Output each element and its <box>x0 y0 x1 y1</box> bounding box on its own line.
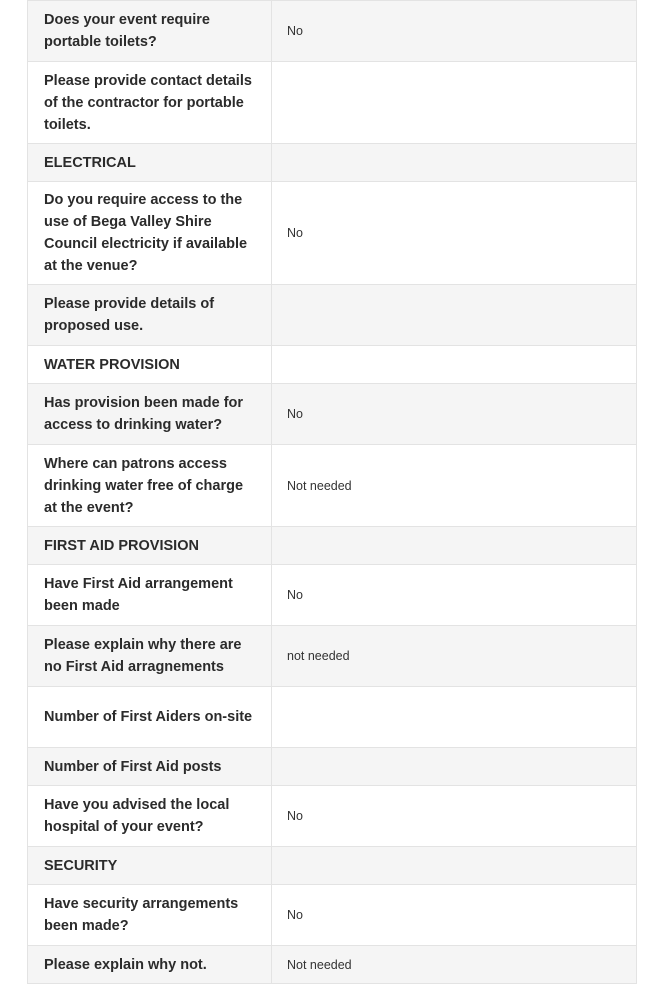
answer-cell <box>272 144 637 182</box>
answer-value: No <box>287 908 303 922</box>
question-cell <box>28 565 272 626</box>
question-label: Number of First Aiders on-site <box>44 709 253 725</box>
section-heading-cell <box>28 527 272 565</box>
answer-value: No <box>287 588 303 602</box>
answer-value: Not needed <box>287 957 352 972</box>
question-label: Does your event require portable toilets? <box>44 12 210 50</box>
question-cell <box>28 885 272 946</box>
section-heading: ELECTRICAL <box>44 154 136 171</box>
question-cell <box>28 626 272 687</box>
answer-cell <box>272 748 637 786</box>
question-cell <box>28 687 272 748</box>
question-cell <box>28 62 272 144</box>
table-row <box>28 565 637 626</box>
answer-cell <box>272 527 637 565</box>
table-row <box>28 445 637 527</box>
question-label: Please provide contact details of the contractor for portable toilets. <box>44 72 252 133</box>
answer-value: No <box>287 809 303 823</box>
answer-value: No <box>287 226 303 240</box>
question-cell <box>28 748 272 786</box>
question-cell <box>28 285 272 346</box>
table-row <box>28 885 637 946</box>
section-heading-cell <box>28 144 272 182</box>
table-row <box>28 182 637 285</box>
answer-cell <box>272 62 637 144</box>
table-row <box>28 384 637 445</box>
question-label: Do you require access to the use of Bega Valley Shire Council electricity if available at the venue? <box>44 192 248 274</box>
answer-cell <box>272 885 637 946</box>
section-row <box>28 527 637 565</box>
answer-value: Not needed <box>287 478 352 493</box>
answer-cell <box>272 1 637 62</box>
table-row <box>28 285 637 346</box>
answer-cell <box>272 626 637 687</box>
table-row <box>28 786 637 847</box>
answer-cell <box>272 285 637 346</box>
section-heading: SECURITY <box>44 857 118 874</box>
question-label: Number of First Aid posts <box>44 758 222 775</box>
answer-cell <box>272 687 637 748</box>
event-form-table <box>27 0 637 984</box>
answer-cell <box>272 346 637 384</box>
question-label: Please explain why there are no First Aid arragnements <box>44 637 242 675</box>
answer-cell <box>272 565 637 626</box>
section-heading: FIRST AID PROVISION <box>44 537 199 554</box>
answer-cell <box>272 182 637 285</box>
answer-value: not needed <box>287 649 350 663</box>
question-cell <box>28 445 272 527</box>
question-label: Please provide details of proposed use. <box>44 296 215 334</box>
answer-value: No <box>287 24 303 38</box>
answer-cell <box>272 847 637 885</box>
section-row <box>28 346 637 384</box>
table-row <box>28 62 637 144</box>
answer-cell <box>272 786 637 847</box>
table-row <box>28 1 637 62</box>
question-label: Please explain why not. <box>44 956 207 973</box>
section-row <box>28 144 637 182</box>
question-label: Have security arrangements been made? <box>44 896 239 934</box>
answer-value: No <box>287 407 303 421</box>
answer-cell <box>272 445 637 527</box>
question-cell <box>28 786 272 847</box>
section-heading-cell <box>28 346 272 384</box>
section-row <box>28 847 637 885</box>
question-label: Has provision been made for access to drinking water? <box>44 395 244 433</box>
question-label: Where can patrons access drinking water free of charge at the event? <box>44 455 244 516</box>
question-cell <box>28 384 272 445</box>
question-label: Have First Aid arrangement been made <box>44 576 233 614</box>
question-label: Have you advised the local hospital of your event? <box>44 797 230 835</box>
table-row <box>28 687 637 748</box>
section-heading: WATER PROVISION <box>44 356 180 373</box>
question-cell <box>28 182 272 285</box>
table-row <box>28 626 637 687</box>
table-row <box>28 748 637 786</box>
answer-cell <box>272 384 637 445</box>
section-heading-cell <box>28 847 272 885</box>
question-cell <box>28 1 272 62</box>
